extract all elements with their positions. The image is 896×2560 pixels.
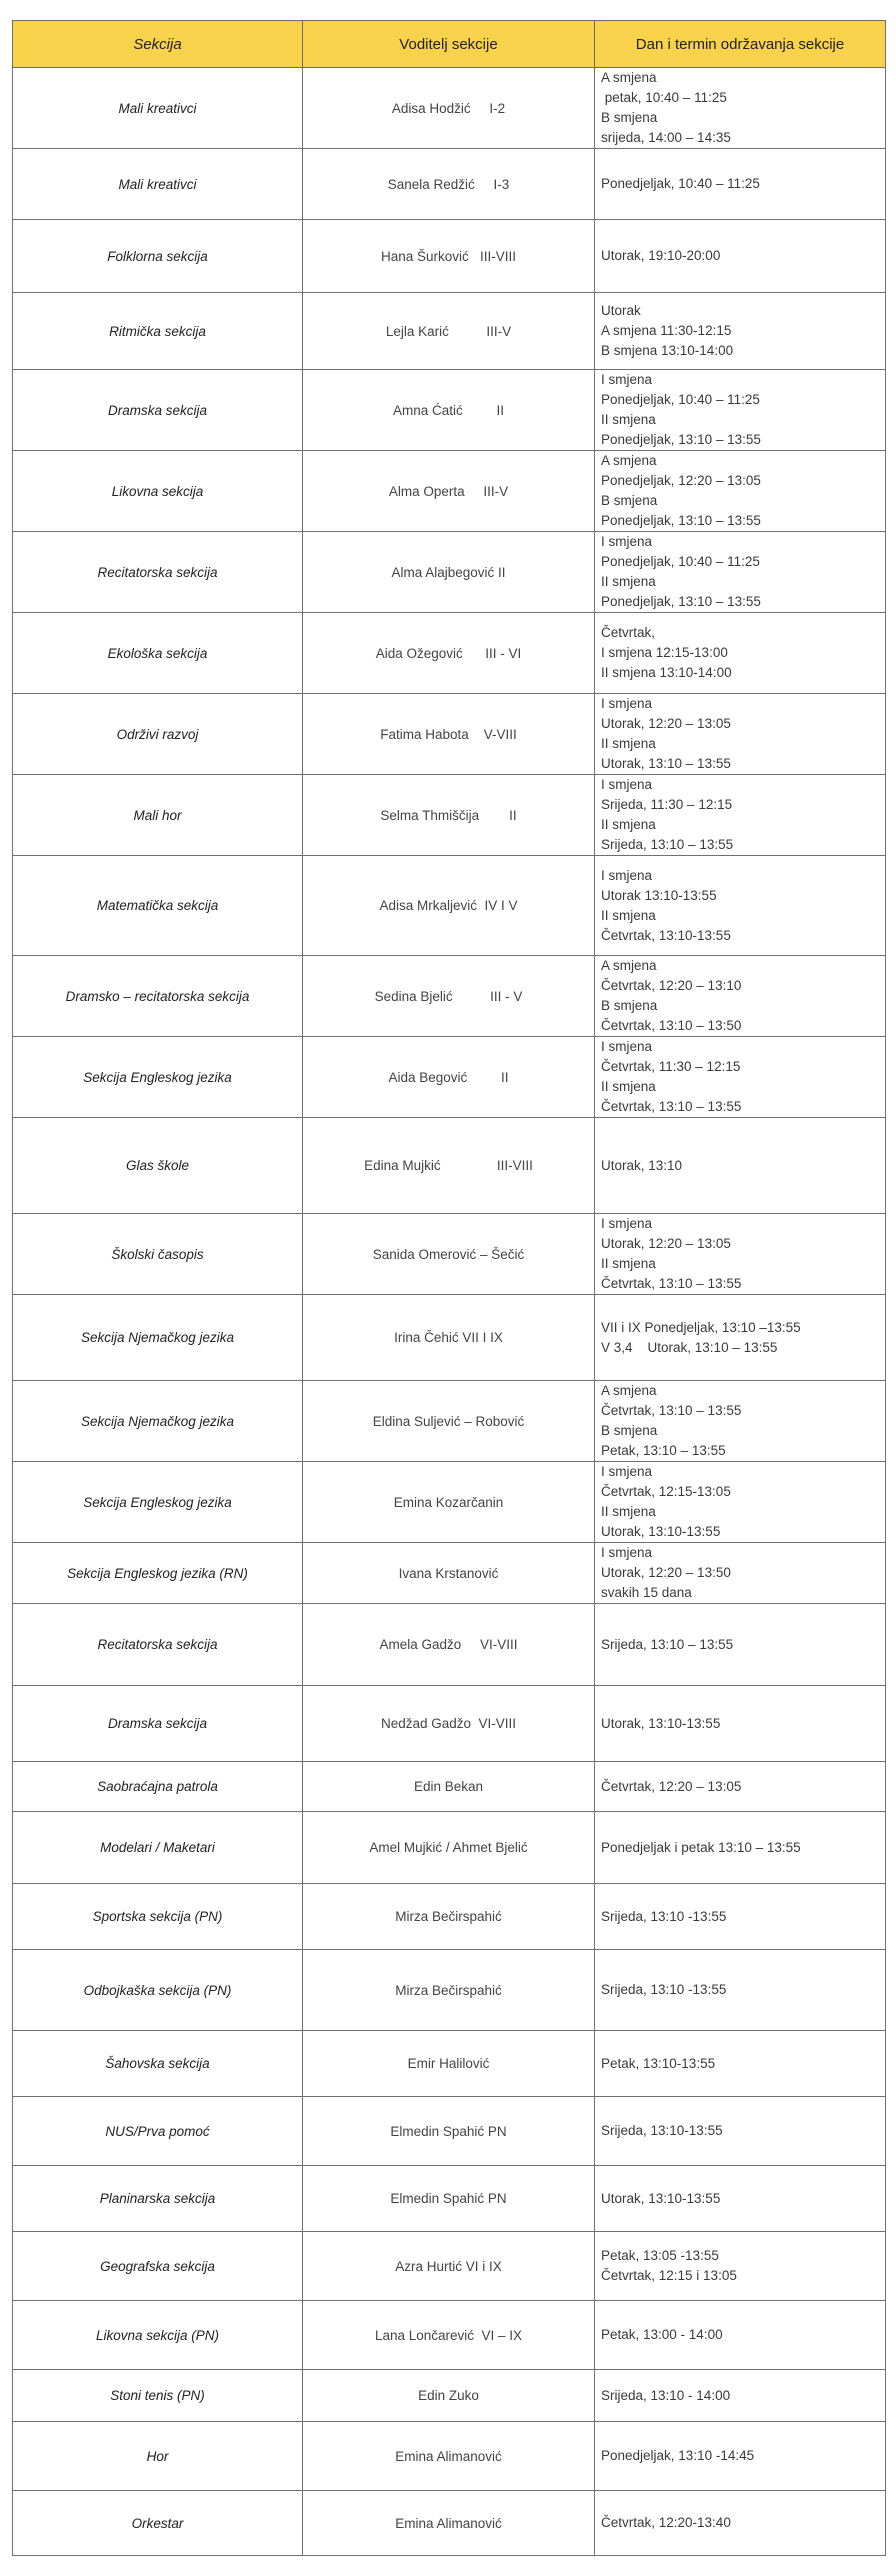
section-leader: Aida Ožegović III - VI (303, 613, 595, 694)
section-term (595, 2232, 886, 2301)
term-line: I smjena (601, 534, 653, 549)
term-line: Ponedjeljak, 10:40 – 11:25 (601, 392, 760, 407)
term-line: Utorak, 12:20 – 13:05 (601, 716, 731, 731)
term-line: Utorak 13:10-13:55 (601, 887, 717, 903)
header-section: Sekcija (13, 21, 303, 68)
section-term (595, 532, 886, 613)
section-term (595, 370, 886, 451)
term-line: II smjena (601, 412, 656, 427)
table-row (13, 532, 886, 613)
section-leader: Selma Thmiščija II (303, 775, 595, 856)
section-name: Geografska sekcija (13, 2232, 303, 2301)
term-line: Utorak, 13:10 (601, 1157, 683, 1173)
section-leader: Emina Alimanović (303, 2422, 595, 2491)
section-name: Folklorna sekcija (13, 220, 303, 293)
term-line: A smjena (601, 1383, 657, 1398)
section-leader: Edin Bekan (303, 1762, 595, 1812)
term-line: B smjena (601, 493, 658, 508)
section-leader: Sanela Redžić I-3 (303, 149, 595, 220)
section-leader: Azra Hurtić VI i IX (303, 2232, 595, 2301)
section-term (595, 1118, 886, 1214)
table-row (13, 1118, 886, 1214)
section-leader: Elmedin Spahić PN (303, 2097, 595, 2166)
term-line: I smjena (601, 867, 653, 883)
term-line: I smjena (601, 1464, 653, 1479)
term-line: I smjena (601, 1216, 653, 1231)
section-leader: Alma Operta III-V (303, 451, 595, 532)
term-line: Četvrtak, 12:15-13:05 (601, 1484, 731, 1499)
section-term (595, 775, 886, 856)
section-leader: Alma Alajbegović II (303, 532, 595, 613)
term-line: Utorak, 13:10 – 13:55 (601, 756, 731, 771)
term-line: Četvrtak, 13:10 – 13:55 (601, 1276, 742, 1291)
term-line: Utorak, 19:10-20:00 (601, 248, 721, 263)
term-line: Četvrtak, 13:10 – 13:55 (601, 1403, 742, 1418)
section-leader: Emir Halilović (303, 2031, 595, 2097)
section-term (595, 956, 886, 1037)
table-row (13, 220, 886, 293)
section-name: Mali kreativci (13, 149, 303, 220)
table-row (13, 1950, 886, 2031)
section-term (595, 1812, 886, 1884)
section-leader: Aida Begović II (303, 1037, 595, 1118)
term-line: II smjena 13:10-14:00 (601, 665, 732, 680)
section-name: Glas škole (13, 1118, 303, 1214)
term-line: Srijeda, 13:10 -13:55 (601, 1908, 727, 1924)
section-name: Modelari / Maketari (13, 1812, 303, 1884)
section-name: Orkestar (13, 2491, 303, 2556)
term-line: Četvrtak, 12:20-13:40 (601, 2515, 731, 2530)
term-line: V 3,4 Utorak, 13:10 – 13:55 (601, 1339, 778, 1355)
section-leader: Amel Mujkić / Ahmet Bjelić (303, 1812, 595, 1884)
term-line: Srijeda, 13:10 – 13:55 (601, 837, 734, 852)
term-line: Petak, 13:10 – 13:55 (601, 1443, 726, 1458)
term-line: Petak, 13:05 -13:55 (601, 2248, 719, 2263)
term-line: Ponedjeljak, 13:10 – 13:55 (601, 432, 761, 447)
section-term (595, 1762, 886, 1812)
section-name: Ekološka sekcija (13, 613, 303, 694)
term-line: Utorak, 13:10-13:55 (601, 2190, 721, 2206)
term-line: Ponedjeljak, 10:40 – 11:25 (601, 176, 760, 191)
section-leader: Eldina Suljević – Robović (303, 1381, 595, 1462)
table-row (13, 2491, 886, 2556)
section-name: Šahovska sekcija (13, 2031, 303, 2097)
section-name: Saobraćajna patrola (13, 1762, 303, 1812)
term-line: Utorak, 12:20 – 13:50 (601, 1565, 731, 1580)
section-leader: Amna Ćatić II (303, 370, 595, 451)
section-term (595, 451, 886, 532)
term-line: Ponedjeljak, 12:20 – 13:05 (601, 473, 761, 488)
table-row (13, 1214, 886, 1295)
term-line: II smjena (601, 907, 656, 923)
header-leader: Voditelj sekcije (303, 21, 595, 68)
section-term (595, 2370, 886, 2422)
term-line: A smjena 11:30-12:15 (601, 323, 732, 338)
table-body (13, 68, 886, 2556)
table-row (13, 149, 886, 220)
section-name: Sekcija Engleskog jezika (13, 1462, 303, 1543)
term-line: Ponedjeljak, 13:10 – 13:55 (601, 594, 761, 609)
section-leader: Irina Čehić VII I IX (303, 1295, 595, 1381)
term-line: A smjena (601, 70, 657, 85)
table-row (13, 613, 886, 694)
table-row (13, 370, 886, 451)
section-name: Planinarska sekcija (13, 2166, 303, 2232)
section-name: Odbojkaška sekcija (PN) (13, 1950, 303, 2031)
section-name: Sekcija Engleskog jezika (13, 1037, 303, 1118)
term-line: Četvrtak, 11:30 – 12:15 (601, 1059, 741, 1074)
term-line: Četvrtak, 13:10 – 13:50 (601, 1018, 742, 1033)
term-line: VII i IX Ponedjeljak, 13:10 –13:55 (601, 1319, 801, 1335)
table-row (13, 2301, 886, 2370)
term-line: II smjena (601, 1079, 656, 1094)
table-row (13, 2166, 886, 2232)
term-line: Srijeda, 13:10 -13:55 (601, 1982, 727, 1997)
section-term (595, 220, 886, 293)
term-line: Srijeda, 13:10 - 14:00 (601, 2387, 731, 2403)
term-line: II smjena (601, 817, 656, 832)
term-line: A smjena (601, 958, 657, 973)
section-leader: Adisa Mrkaljević IV I V (303, 856, 595, 956)
section-name: Likovna sekcija (13, 451, 303, 532)
section-name: Matematička sekcija (13, 856, 303, 956)
table-row (13, 775, 886, 856)
table-row (13, 1762, 886, 1812)
section-term (595, 2097, 886, 2166)
term-line: Ponedjeljak, 13:10 -14:45 (601, 2448, 755, 2463)
section-term (595, 1604, 886, 1686)
section-leader: Elmedin Spahić PN (303, 2166, 595, 2232)
section-name: Recitatorska sekcija (13, 1604, 303, 1686)
term-line: Četvrtak, 13:10-13:55 (601, 927, 731, 943)
section-term (595, 1950, 886, 2031)
section-leader: Lana Lončarević VI – IX (303, 2301, 595, 2370)
section-name: Likovna sekcija (PN) (13, 2301, 303, 2370)
section-leader: Lejla Karić III-V (303, 293, 595, 370)
section-name: Hor (13, 2422, 303, 2491)
term-line: svakih 15 dana (601, 1585, 692, 1600)
section-name: Sekcija Engleskog jezika (RN) (13, 1543, 303, 1604)
term-line: Srijeda, 11:30 – 12:15 (601, 797, 733, 812)
section-name: Dramska sekcija (13, 1686, 303, 1762)
term-line: Utorak, 13:10-13:55 (601, 1715, 721, 1731)
section-term (595, 68, 886, 149)
section-leader: Adisa Hodžić I-2 (303, 68, 595, 149)
table-row (13, 1812, 886, 1884)
header-row (13, 21, 886, 68)
table-row (13, 956, 886, 1037)
term-line: Petak, 13:00 - 14:00 (601, 2327, 723, 2342)
term-line: II smjena (601, 574, 656, 589)
table-row (13, 2031, 886, 2097)
table-row (13, 1884, 886, 1950)
section-name: Ritmička sekcija (13, 293, 303, 370)
section-name: Stoni tenis (PN) (13, 2370, 303, 2422)
table-row (13, 451, 886, 532)
term-line: Petak, 13:10-13:55 (601, 2055, 716, 2071)
section-name: Dramsko – recitatorska sekcija (13, 956, 303, 1037)
section-term (595, 2491, 886, 2556)
term-line: petak, 10:40 – 11:25 (601, 90, 727, 105)
section-leader: Hana Šurković III-VIII (303, 220, 595, 293)
section-term (595, 1884, 886, 1950)
section-term (595, 2031, 886, 2097)
section-term (595, 293, 886, 370)
term-line: Srijeda, 13:10-13:55 (601, 2123, 723, 2138)
section-term (595, 2166, 886, 2232)
term-line: II smjena (601, 736, 656, 751)
section-name: Mali kreativci (13, 68, 303, 149)
section-name: Sekcija Njemačkog jezika (13, 1295, 303, 1381)
section-name: NUS/Prva pomoć (13, 2097, 303, 2166)
sections-table (12, 20, 886, 2556)
term-line: Utorak (601, 303, 641, 318)
section-term (595, 149, 886, 220)
term-line: Srijeda, 13:10 – 13:55 (601, 1636, 734, 1652)
section-leader: Emina Kozarčanin (303, 1462, 595, 1543)
section-term (595, 1381, 886, 1462)
section-term (595, 1295, 886, 1381)
table-row (13, 1543, 886, 1604)
table-row (13, 1037, 886, 1118)
term-line: I smjena (601, 1545, 653, 1560)
term-line: I smjena (601, 372, 653, 387)
table-row (13, 1604, 886, 1686)
section-name: Školski časopis (13, 1214, 303, 1295)
section-term (595, 1686, 886, 1762)
section-leader: Amela Gadžo VI-VIII (303, 1604, 595, 1686)
section-name: Održivi razvoj (13, 694, 303, 775)
term-line: II smjena (601, 1256, 656, 1271)
section-leader: Sanida Omerović – Šečić (303, 1214, 595, 1295)
term-line: Četvrtak, 12:15 i 13:05 (601, 2268, 737, 2283)
section-leader: Edin Zuko (303, 2370, 595, 2422)
term-line: Utorak, 12:20 – 13:05 (601, 1236, 731, 1251)
term-line: II smjena (601, 1504, 656, 1519)
table-row (13, 1686, 886, 1762)
table-row (13, 68, 886, 149)
section-leader: Mirza Bečirspahić (303, 1950, 595, 2031)
term-line: B smjena (601, 110, 658, 125)
table-row (13, 694, 886, 775)
term-line: Ponedjeljak i petak 13:10 – 13:55 (601, 1839, 801, 1855)
section-name: Sekcija Njemačkog jezika (13, 1381, 303, 1462)
table-row (13, 2370, 886, 2422)
section-term (595, 1214, 886, 1295)
table-row (13, 1381, 886, 1462)
term-line: Utorak, 13:10-13:55 (601, 1524, 721, 1539)
term-line: Četvrtak, 12:20 – 13:10 (601, 978, 742, 993)
term-line: B smjena (601, 998, 658, 1013)
section-name: Sportska sekcija (PN) (13, 1884, 303, 1950)
term-line: B smjena (601, 1423, 658, 1438)
section-leader: Edina Mujkić III-VIII (303, 1118, 595, 1214)
term-line: I smjena (601, 777, 653, 792)
term-line: I smjena 12:15-13:00 (601, 645, 728, 660)
term-line: srijeda, 14:00 – 14:35 (601, 130, 731, 145)
section-term (595, 856, 886, 956)
section-term (595, 2301, 886, 2370)
term-line: B smjena 13:10-14:00 (601, 343, 734, 358)
table-row (13, 1295, 886, 1381)
table-row (13, 856, 886, 956)
table-row (13, 293, 886, 370)
header-term: Dan i termin održavanja sekcije (595, 21, 886, 68)
term-line: Četvrtak, (601, 625, 656, 640)
table-row (13, 2097, 886, 2166)
section-leader: Ivana Krstanović (303, 1543, 595, 1604)
section-term (595, 694, 886, 775)
section-name: Dramska sekcija (13, 370, 303, 451)
section-term (595, 1462, 886, 1543)
term-line: I smjena (601, 1039, 653, 1054)
section-leader: Fatima Habota V-VIII (303, 694, 595, 775)
section-term (595, 1543, 886, 1604)
table-row (13, 2422, 886, 2491)
section-name: Mali hor (13, 775, 303, 856)
table-row (13, 2232, 886, 2301)
term-line: A smjena (601, 453, 657, 468)
section-leader: Nedžad Gadžo VI-VIII (303, 1686, 595, 1762)
term-line: Četvrtak, 13:10 – 13:55 (601, 1099, 742, 1114)
table-row (13, 1462, 886, 1543)
term-line: Ponedjeljak, 10:40 – 11:25 (601, 554, 760, 569)
section-term (595, 1037, 886, 1118)
term-line: Četvrtak, 12:20 – 13:05 (601, 1778, 742, 1794)
term-line: Ponedjeljak, 13:10 – 13:55 (601, 513, 761, 528)
section-name: Recitatorska sekcija (13, 532, 303, 613)
section-leader: Mirza Bečirspahić (303, 1884, 595, 1950)
section-leader: Emina Alimanović (303, 2491, 595, 2556)
section-term (595, 2422, 886, 2491)
section-leader: Sedina Bjelić III - V (303, 956, 595, 1037)
term-line: I smjena (601, 696, 653, 711)
section-term (595, 613, 886, 694)
